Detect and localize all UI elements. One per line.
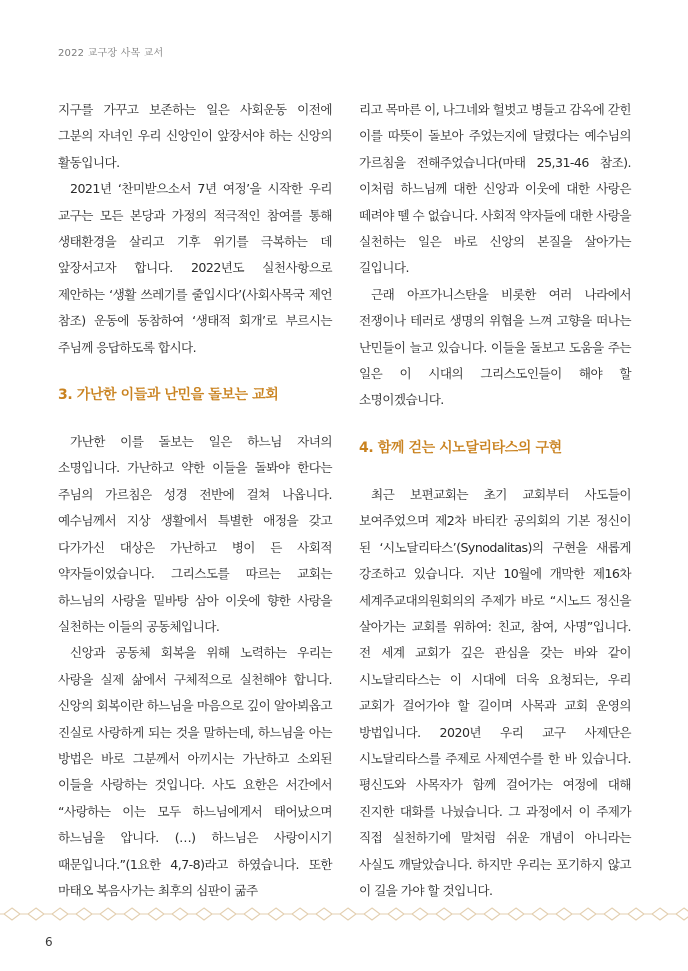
body-paragraph: 신앙과 공동체 회복을 위해 노력하는 우리는 사랑을 실제 삶에서 구체적으로 실천해야 합니다. 신앙의 회복이란 하느님을 마음으로 깊이 알아뵈옵고 진실로 사랑하게 되는 것을 말하는데, 하느님을 아는 방법은 바로 그분께서 아끼시는 가난하고 소외된 이들을 사랑하는 것입니다. 사도 요한은 서간에서 “사랑하는 이는 모두 하느님에게서 태어났으며 하느님을 압니다. (…) 하느님은 사랑이시기 때문입니다.”(1요한 4,7-8)라고 하였습니다. 또한 마태오 복음사가는 최후의 심판이 굶주 bbox=[58, 645, 332, 898]
body-paragraph: 지구를 가꾸고 보존하는 일은 사회운동 이전에 그분의 자녀인 우리 신앙인이 앞장서야 하는 신앙의 활동입니다. bbox=[58, 102, 332, 170]
body-paragraph: 2021년 ‘찬미받으소서 7년 여정’을 시작한 우리 교구는 모든 본당과 가정의 적극적인 참여를 통해 생태환경을 살리고 기후 위기를 극복하는 데 앞장서고자 합니다. 2022년도 실천사항으로 제안하는 ‘생활 쓰레기를 줄입시다’(사회사목국 제언 참조) 운동에 동참하여 ‘생태적 회개’로 부르시는 주님께 응답하도록 합시다. bbox=[58, 181, 332, 355]
right-column bbox=[359, 97, 631, 904]
body-paragraph: 근래 아프가니스탄을 비롯한 여러 나라에서 전쟁이나 테러로 생명의 위협을 느껴 고향을 떠나는 난민들이 늘고 있습니다. 이들을 돌보고 도움을 주는 일은 이 시대의 그리스도인들이 해야 할 소명이겠습니다. bbox=[359, 286, 631, 408]
diamond-chain-border-icon bbox=[0, 907, 688, 921]
left-column bbox=[58, 97, 332, 904]
section-heading: 3. 가난한 이들과 난민을 돌보는 교회 bbox=[58, 387, 279, 404]
running-header: 2022 교구장 사목 교서 bbox=[58, 48, 164, 59]
body-paragraph: 최근 보편교회는 초기 교회부터 사도들이 보여주었으며 제2차 바티칸 공의회의 기본 정신이 된 ‘시노달리타스’(Synodalitas)의 구현을 새롭게 강조하고 있습니다. 지난 10월에 개막한 제16차 세계주교대의원회의의 주제가 바로 “시노드 정신을 살아가는 교회를 위하여: 친교, 참여, 사명”입니다. 전 세계 교회가 깊은 관심을 갖는 바와 같이 시노달리타스는 이 시대에 더욱 요청되는, 우리 교회가 걸어가야 할 길이며 사목과 교회 운영의 방법입니다. 2020년 우리 교구 사제단은 시노달리타스를 주제로 사제연수를 한 바 있습니다. 평신도와 사목자가 함께 걸어가는 여정에 대해 진지한 대화를 나눴습니다. 그 과정에서 이 주제가 직접 실천하기에 말처럼 쉬운 개념이 아니라는 사실도 깨달았습니다. 하지만 우리는 포기하지 않고 이 길을 가야 할 것입니다. bbox=[359, 486, 631, 898]
body-paragraph: 가난한 이를 돌보는 일은 하느님 자녀의 소명입니다. 가난하고 약한 이들을 돌봐야 한다는 주님의 가르침은 성경 전반에 걸쳐 나옵니다. 예수님께서 지상 생활에서 특별한 애정을 갖고 다가가신 대상은 가난하고 병이 든 사회적 약자들이었습니다. 그리스도를 따르는 교회는 하느님의 사랑을 밑바탕 삼아 이웃에 향한 사랑을 실천하는 이들의 공동체입니다. bbox=[58, 434, 332, 634]
page-number: 6 bbox=[45, 935, 53, 949]
section-heading: 4. 함께 걷는 시노달리타스의 구현 bbox=[359, 439, 562, 456]
body-paragraph: 리고 목마른 이, 나그네와 헐벗고 병들고 감옥에 갇힌 이를 따뜻이 돌보아 주었는지에 달렸다는 예수님의 가르침을 전해주었습니다(마태 25,31-46 참조). 이처럼 하느님께 대한 신앙과 이웃에 대한 사랑은 떼려야 뗄 수 없습니다. 사회적 약자들에 대한 사랑을 실천하는 일은 바로 신앙의 본질을 살아가는 길입니다. bbox=[359, 102, 631, 276]
